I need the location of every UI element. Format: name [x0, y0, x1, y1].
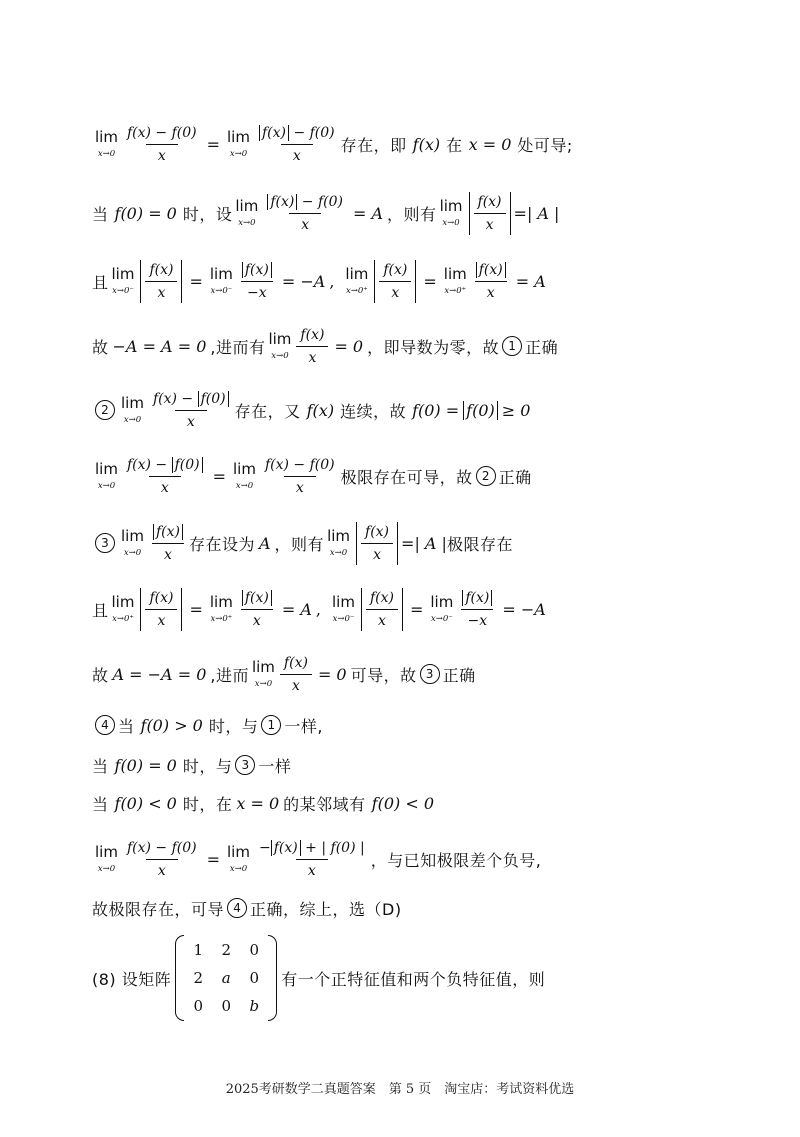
- circled-number-3: 3: [420, 664, 440, 684]
- question-8-line: (8) 设矩阵 1 2 0 2 a 0 0 0 b 有一个正特征值和两个负特征值，则: [92, 934, 760, 1022]
- circled-number-4: 4: [95, 715, 115, 735]
- fraction: $\frac{f(x)}{x}$: [280, 655, 312, 694]
- matrix-a: [175, 935, 277, 1021]
- limit-operator: lim x→0⁻: [111, 264, 135, 296]
- fraction: $\frac{f(x)}{x}$: [472, 262, 510, 301]
- fraction: $\frac{f(x) - f(0)}{x}$: [126, 124, 197, 164]
- text-line-10: 4 当 f(0) > 0 时，与 1 一样,: [92, 697, 760, 753]
- fraction: $\frac{f(x) - f(0)}{x}$: [263, 194, 347, 233]
- circled-number-1: 1: [502, 336, 522, 356]
- eq-line-8: 且 lim x→0⁺ $\frac{f(x)}{x}$ = lim x→0⁺ $\frac{f(x)}{x}$ = A , lim x→0⁻ $\frac{f(x)}{x}$ = lim x→0⁻ $\frac{f(x)}{-x}$ = −A: [92, 589, 546, 629]
- circled-number-3: 3: [235, 755, 255, 775]
- eq-line-9: 故 A = −A = 0 ,进而 lim x→0 $\frac{f(x)}{x}$ = 0 可导，故 3 正确: [92, 654, 476, 694]
- limit-operator: lim x→0⁺: [111, 592, 135, 624]
- limit-operator: lim x→0: [121, 526, 144, 558]
- limit-operator: lim x→0⁺: [443, 264, 467, 296]
- eq-line-3: 且 lim x→0⁻ $\frac{f(x)}{x}$ = lim x→0⁻ $\frac{f(x)}{-x}$ = −A , lim x→0⁺ $\frac{f(x)}{x}$ = lim x→0⁺ $\frac{f(x)}{x}$ = A: [92, 261, 546, 301]
- fraction: $\frac{f(x)}{x}$: [149, 524, 187, 563]
- limit-operator: lim x→0: [235, 196, 259, 228]
- text-line-11: 当 f(0) = 0 时，与 3 一样: [92, 755, 292, 776]
- absolute-value: $\frac{f(x)}{x}$: [374, 260, 416, 303]
- fraction: $\frac{f(x)}{-x}$: [238, 262, 276, 301]
- fraction: $\frac{f(x) - f(0)}{x}$: [149, 391, 233, 430]
- circled-number-2: 2: [476, 466, 496, 486]
- fraction: $\frac{f(x) - f(0)}{x}$: [264, 456, 335, 496]
- page-footer: 2025考研数学二真题答案 第 5 页 淘宝店：考试资料优选: [225, 1082, 575, 1097]
- fraction: $\frac{- f(x) + | f(0) |}{x}$: [258, 839, 365, 879]
- absolute-value: $\frac{f(x)}{x}$: [469, 192, 511, 235]
- limit-operator: lim x→0: [227, 842, 250, 874]
- limit-operator: lim x→0: [251, 657, 275, 689]
- eq-line-6: lim x→0 $\frac{f(x) - f(0)}{x}$ = lim x→0 $\frac{f(x) - f(0)}{x}$ 极限存在可导，故 2 正确: [95, 456, 532, 496]
- matrix-grid: 1 2 0 2 a 0 0 0 b: [193, 941, 260, 1015]
- matrix-left-bracket: [175, 935, 184, 1021]
- fraction: $\frac{f(x)}{x}$: [238, 590, 276, 629]
- eq-line-2: 当 f(0) = 0 时，设 lim x→0 $\frac{f(x) - f(0)}{x}$ = A ，则有 lim x→0 $\frac{f(x)}{x}$ =| A |: [92, 193, 560, 233]
- circled-number-4: 4: [227, 898, 247, 918]
- eq-line-7: 3 lim x→0 $\frac{f(x)}{x}$ 存在设为 A ，则有 lim x→0 $\frac{f(x)}{x}$ =| A | 极限存在: [92, 515, 760, 571]
- fraction: $\frac{f(x) - f(0)}{x}$: [123, 457, 207, 496]
- absolute-value: $\frac{f(x)}{x}$: [140, 260, 182, 303]
- eq-line-4: 故 −A = A = 0 ,进而有 lim x→0 $\frac{f(x)}{x}$ = 0 ，即导数为零，故 1 正确: [92, 326, 559, 366]
- circled-number-1: 1: [261, 715, 281, 735]
- fraction: $\frac{f(x)}{-x}$: [458, 590, 496, 629]
- limit-operator: lim x→0⁻: [332, 592, 355, 624]
- absolute-value: $\frac{f(x)}{x}$: [140, 588, 182, 631]
- limit-operator: lim x→0⁻: [209, 264, 233, 296]
- absolute-value: $\frac{f(x)}{x}$: [356, 522, 398, 565]
- eq-line-1: lim x→0 $\frac{f(x) - f(0)}{x}$ = lim x→0 $\frac{f(x) - f(0)}{x}$ 存在，即 f(x) 在 x = 0 处可导;: [95, 124, 573, 164]
- matrix-right-bracket: [268, 935, 277, 1021]
- limit-operator: lim x→0: [227, 127, 250, 159]
- limit-operator: lim x→0: [95, 459, 118, 491]
- limit-operator: lim x→0⁺: [209, 592, 233, 624]
- absolute-value: $\frac{f(x)}{x}$: [361, 588, 403, 631]
- text-line-12: 当 f(0) < 0 时，在 x = 0 的某邻域有 f(0) < 0: [92, 793, 435, 814]
- fraction: $\frac{f(x)}{x}$: [296, 327, 328, 366]
- limit-operator: lim x→0: [439, 196, 463, 228]
- circled-number-2: 2: [95, 400, 115, 420]
- text-line-14: 故极限存在，可导 4 正确，综上，选（D): [92, 899, 402, 919]
- limit-operator: lim x→0⁺: [345, 264, 369, 296]
- limit-operator: lim x→0: [95, 842, 118, 874]
- fraction: $\frac{f(x) - f(0)}{x}$: [255, 125, 339, 164]
- limit-operator: lim x→0⁻: [430, 592, 454, 624]
- limit-operator: lim x→0: [121, 393, 144, 425]
- eq-line-13: lim x→0 $\frac{f(x) - f(0)}{x}$ = lim x→0 $\frac{- f(x) + | f(0) |}{x}$ ，与已知极限差个负号,: [95, 839, 542, 879]
- eq-line-5: 2 lim x→0 $\frac{f(x) - f(0)}{x}$ 存在，又 f(x) 连续，故 f(0) = f(0) ≥ 0: [92, 382, 760, 438]
- limit-operator: lim x→0: [268, 329, 292, 361]
- limit-operator: lim x→0: [233, 459, 256, 491]
- limit-operator: lim x→0: [327, 526, 351, 558]
- circled-number-3: 3: [95, 533, 115, 553]
- limit-operator: lim x→0: [95, 127, 118, 159]
- fraction: $\frac{f(x) - f(0)}{x}$: [126, 839, 197, 879]
